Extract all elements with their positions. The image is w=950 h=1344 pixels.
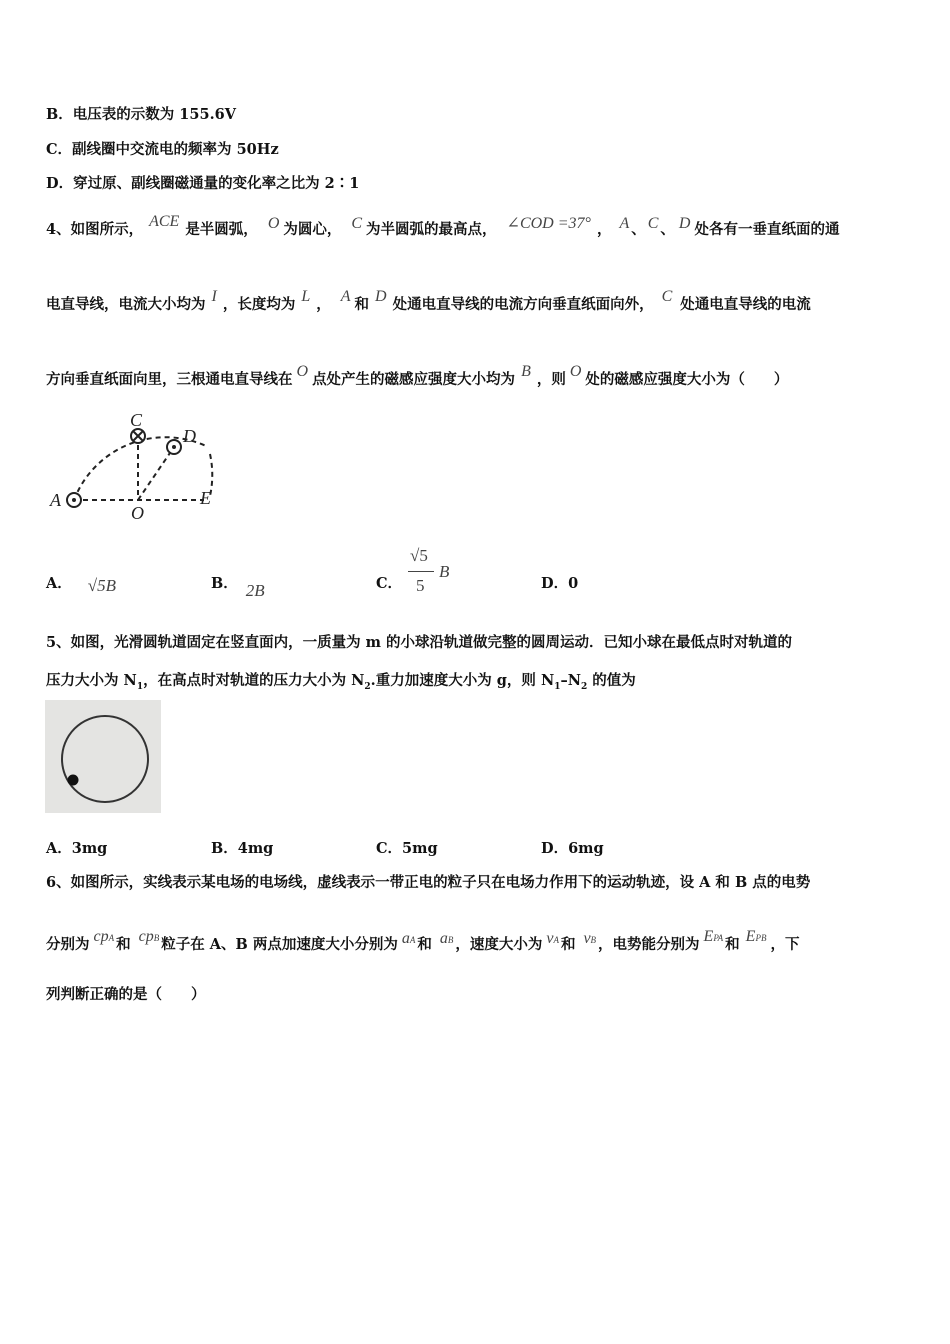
wire-d-dot — [172, 445, 176, 449]
math-angle-cod: ∠COD =37° — [506, 215, 591, 232]
math-aa: aA — [401, 930, 416, 947]
math-a: A — [619, 215, 630, 232]
circular-track-photo — [45, 700, 161, 813]
label-d: D — [183, 426, 196, 446]
math-i: I — [211, 288, 217, 305]
q4-option-c: C． — [376, 575, 403, 592]
q4-option-d-value: 0 — [568, 575, 579, 592]
math-o2: O — [569, 363, 582, 380]
q4-option-a-value: √5B — [87, 576, 116, 595]
math-o: O — [296, 363, 309, 380]
label-e: E — [200, 488, 211, 508]
math-c: C — [661, 288, 673, 305]
math-d: D — [678, 215, 691, 232]
q5-line-1: 5、如图，光滑圆轨道固定在竖直面内，一质量为 m 的小球沿轨道做完整的圆周运动．已知小球在最低点时对轨道的 — [46, 634, 793, 651]
q4-option-a: A． √5B — [46, 575, 116, 595]
fraction-bar — [408, 571, 434, 572]
q4-option-c-b: B — [439, 562, 450, 581]
q4-option-c-numerator: √5 — [410, 546, 428, 565]
q4-line-2: 电直导线，电流大小均为 I ，长度均为 L ， A 和 D 处通电直导线的电流方向垂直纸面向外， C 处通电直导线的电流 — [46, 288, 811, 313]
q4-option-d: D．0 — [541, 575, 579, 592]
dashed-od — [138, 447, 174, 500]
math-c2: C — [647, 215, 659, 232]
q3-option-c: C．副线圈中交流电的频率为 50Hz — [46, 141, 279, 158]
semicircle-figure — [40, 404, 240, 524]
math-b: B — [521, 363, 531, 380]
q5-option-d: D．6mg — [541, 840, 604, 857]
math-c: C — [351, 215, 363, 232]
math-ab: aB — [439, 930, 454, 947]
q5-option-c: C．5mg — [376, 840, 438, 857]
math-cpa: cpA — [93, 928, 115, 945]
label-o: O — [131, 503, 144, 523]
dashed-arc — [74, 437, 206, 500]
math-cpb: cpB — [138, 928, 160, 945]
q4-option-b: B． 2B — [211, 575, 265, 600]
q6-line-3: 列判断正确的是（ ） — [46, 986, 206, 1003]
q4-option-b-value: 2B — [245, 581, 265, 600]
math-d: D — [375, 288, 387, 305]
q6-line-2: 分别为 cpA 和 cpB 粒子在 A、B 两点加速度大小分别为 aA 和 aB ，速度大小为 vA 和 vB ，电势能分别为 EPA 和 EPB ，下 — [46, 928, 800, 953]
math-va: vA — [546, 930, 559, 947]
math-a: A — [340, 288, 351, 305]
q5-option-b: B．4mg — [211, 840, 274, 857]
wire-a-dot — [72, 498, 76, 502]
q6-line-1: 6、如图所示，实线表示某电场的电场线，虚线表示一带正电的粒子只在电场力作用下的运动轨迹，设 A 和 B 点的电势 — [46, 874, 811, 891]
math-vb: vB — [583, 930, 597, 947]
math-o: O — [267, 215, 280, 232]
q3-option-b: B．电压表的示数为 155.6V — [46, 106, 236, 123]
ball-icon — [68, 775, 79, 786]
q5-line-2: 压力大小为 $N_1$，在高点时对轨道的压力大小为 $N_2$.重力加速度大小为 g，则 $N_1-N_2$ 的值为 — [46, 672, 636, 692]
q3-option-d: D．穿过原、副线圈磁通量的变化率之比为 2∶1 — [46, 175, 360, 192]
math-epb: EPB — [745, 928, 767, 945]
label-c: C — [130, 410, 143, 430]
q4-line-3: 方向垂直纸面向里，三根通电直导线在 O 点处产生的磁感应强度大小均为 B ，则 O 处的磁感应强度大小为（ ） — [46, 363, 789, 388]
math-epa: EPA — [703, 928, 724, 945]
math-l: L — [301, 288, 311, 305]
q4-line-1: 4、如图所示， ACE 是半圆弧， O 为圆心， C 为半圆弧的最高点， ∠COD =37° ， A 、 C 、 D 处各有一垂直纸面的通 — [46, 213, 840, 238]
label-a: A — [50, 490, 61, 510]
math-ace: ACE — [149, 213, 180, 230]
q5-option-a: A．3mg — [46, 840, 108, 857]
q4-option-c-denominator: 5 — [416, 576, 425, 595]
